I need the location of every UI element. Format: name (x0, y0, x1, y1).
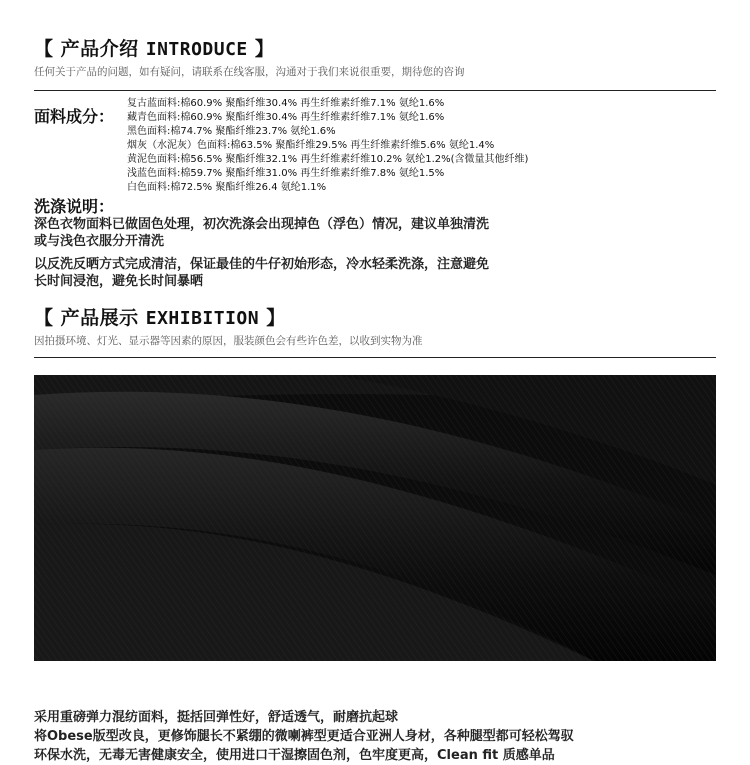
composition-line: 浅蓝色面料:棉59.7% 聚酯纤维31.0% 再生纤维素纤维7.8% 氨纶1.5% (127, 168, 445, 179)
composition-list (127, 97, 528, 195)
washing-para1-line1: 深色衣物面料已做固色处理，初次洗涤会出现掉色（浮色）情况，建议单独清洗 (34, 217, 490, 232)
feature-line: 将Obese版型改良，更修饰腿长不紧绷的微喇裤型更适合亚洲人身材，各种腿型都可轻松驾驭 (34, 729, 574, 744)
exhibition-title-en: EXHIBITION (145, 308, 260, 329)
composition-line: 黑色面料:棉74.7% 聚酯纤维23.7% 氨纶1.6% (127, 126, 336, 137)
exhibition-title-end: 】 (259, 307, 286, 329)
feature-line: 采用重磅弹力混纺面料，挺括回弹性好，舒适透气，耐磨抗起球 (34, 710, 399, 725)
introduce-title-en: INTRODUCE (145, 39, 248, 60)
fabric-texture (34, 375, 716, 661)
exhibition-title (34, 303, 286, 330)
exhibition-subtitle: 因拍摄环境、灯光、显示器等因素的原因，服装颜色会有些许色差，以收到实物为准 (34, 335, 423, 347)
composition-line: 白色面料:棉72.5% 聚酯纤维26.4 氨纶1.1% (127, 182, 327, 193)
introduce-title-end: 】 (247, 38, 275, 60)
composition-line: 烟灰（水泥灰）色面料:棉63.5% 聚酯纤维29.5% 再生纤维素纤维5.6% 氨纶1.4% (127, 140, 495, 151)
introduce-title (34, 34, 274, 61)
washing-para2-line1: 以反洗反晒方式完成清洁，保证最佳的牛仔初始形态，冷水轻柔洗涤，注意避免 (34, 257, 490, 272)
feature-text (34, 708, 574, 765)
washing-para2-line2: 长时间浸泡，避免长时间暴晒 (34, 274, 204, 289)
washing-para1-line2: 或与浅色衣服分开清洗 (34, 234, 165, 249)
introduce-title-cn: 【 产品介绍 (34, 38, 146, 60)
composition-line: 复古蓝面料:棉60.9% 聚酯纤维30.4% 再生纤维素纤维7.1% 氨纶1.6% (127, 98, 445, 109)
introduce-divider (34, 90, 716, 91)
feature-line: 环保水洗，无毒无害健康安全，使用进口干湿擦固色剂，色牢度更高，Clean fit 质感单品 (34, 748, 555, 763)
exhibition-divider (34, 357, 716, 358)
exhibition-title-cn: 【 产品展示 (34, 307, 146, 329)
washing-label: 洗涤说明： (34, 197, 115, 216)
washing-text (34, 216, 489, 290)
composition-line: 藏青色面料:棉60.9% 聚酯纤维30.4% 再生纤维素纤维7.1% 氨纶1.6% (127, 112, 445, 123)
introduce-subtitle: 任何关于产品的问题，如有疑问，请联系在线客服，沟通对于我们来说很重要，期待您的咨询 (34, 66, 465, 78)
composition-label: 面料成分： (34, 107, 115, 126)
fabric-photo (34, 375, 716, 661)
composition-line: 黄泥色面料:棉56.5% 聚酯纤维32.1% 再生纤维素纤维10.2% 氨纶1.2%(含微量其他纤维) (127, 154, 529, 165)
